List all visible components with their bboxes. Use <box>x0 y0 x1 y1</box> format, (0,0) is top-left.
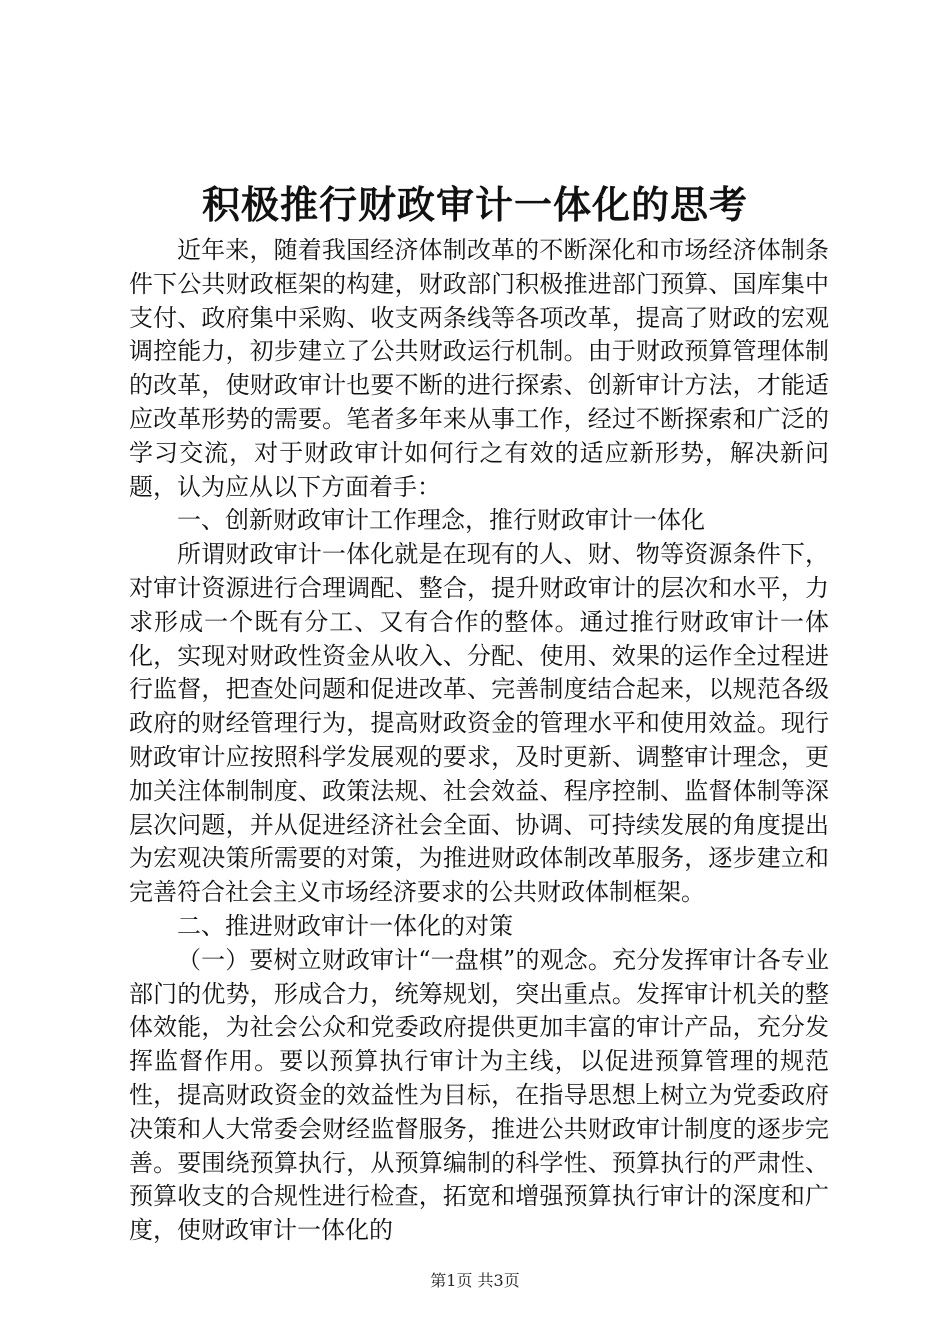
paragraph-section-1: 所谓财政审计一体化就是在现有的人、财、物等资源条件下，对审计资源进行合理调配、整合，提升财政审计的层次和水平，力求形成一个既有分工、又有合作的整体。通过推行财政审计一体化，实现对财政性资金从收入、分配、使用、效果的运作全过程进行监督，把查处问题和促进改革、完善制度结合起来，以规范各级政府的财经管理行为，提高财政资金的管理水平和使用效益。现行财政审计应按照科学发展观的要求，及时更新、调整审计理念，更加关注体制制度、政策法规、社会效益、程序控制、监督体制等深层次问题，并从促进经济社会全面、协调、可持续发展的角度提出为宏观决策所需要的对策，为推进财政体制改革服务，逐步建立和完善符合社会主义市场经济要求的公共财政体制框架。 <box>129 540 829 907</box>
page-number-footer: 第1页 共3页 <box>430 1271 520 1290</box>
document-body <box>129 234 829 1248</box>
section-heading-1: 一、创新财政审计工作理念，推行财政审计一体化 <box>177 506 705 535</box>
paragraph-intro: 近年来，随着我国经济体制改革的不断深化和市场经济体制条件下公共财政框架的构建，财政部门积极推进部门预算、国库集中支付、政府集中采购、收支两条线等各项改革，提高了财政的宏观调控能力，初步建立了公共财政运行机制。由于财政预算管理体制的改革，使财政审计也要不断的进行探索、创新审计方法，才能适应改革形势的需要。笔者多年来从事工作，经过不断探索和广泛的学习交流，对于财政审计如何行之有效的适应新形势，解决新问题，认为应从以下方面着手： <box>129 236 829 501</box>
section-heading-2: 二、推进财政审计一体化的对策 <box>177 911 513 940</box>
paragraph-section-2-item-1: （一）要树立财政审计“一盘棋”的观念。充分发挥审计各专业部门的优势，形成合力，统筹规划，突出重点。发挥审计机关的整体效能，为社会公众和党委政府提供更加丰富的审计产品，充分发挥监督作用。要以预算执行审计为主线，以促进预算管理的规范性，提高财政资金的效益性为目标，在指导思想上树立为党委政府决策和人大常委会财经监督服务，推进公共财政审计制度的逐步完善。要围绕预算执行，从预算编制的科学性、预算执行的严肃性、预算收支的合规性进行检查，拓宽和增强预算执行审计的深度和广度，使财政审计一体化的 <box>129 945 829 1245</box>
document-title: 积极推行财政审计一体化的思考 <box>201 182 748 227</box>
